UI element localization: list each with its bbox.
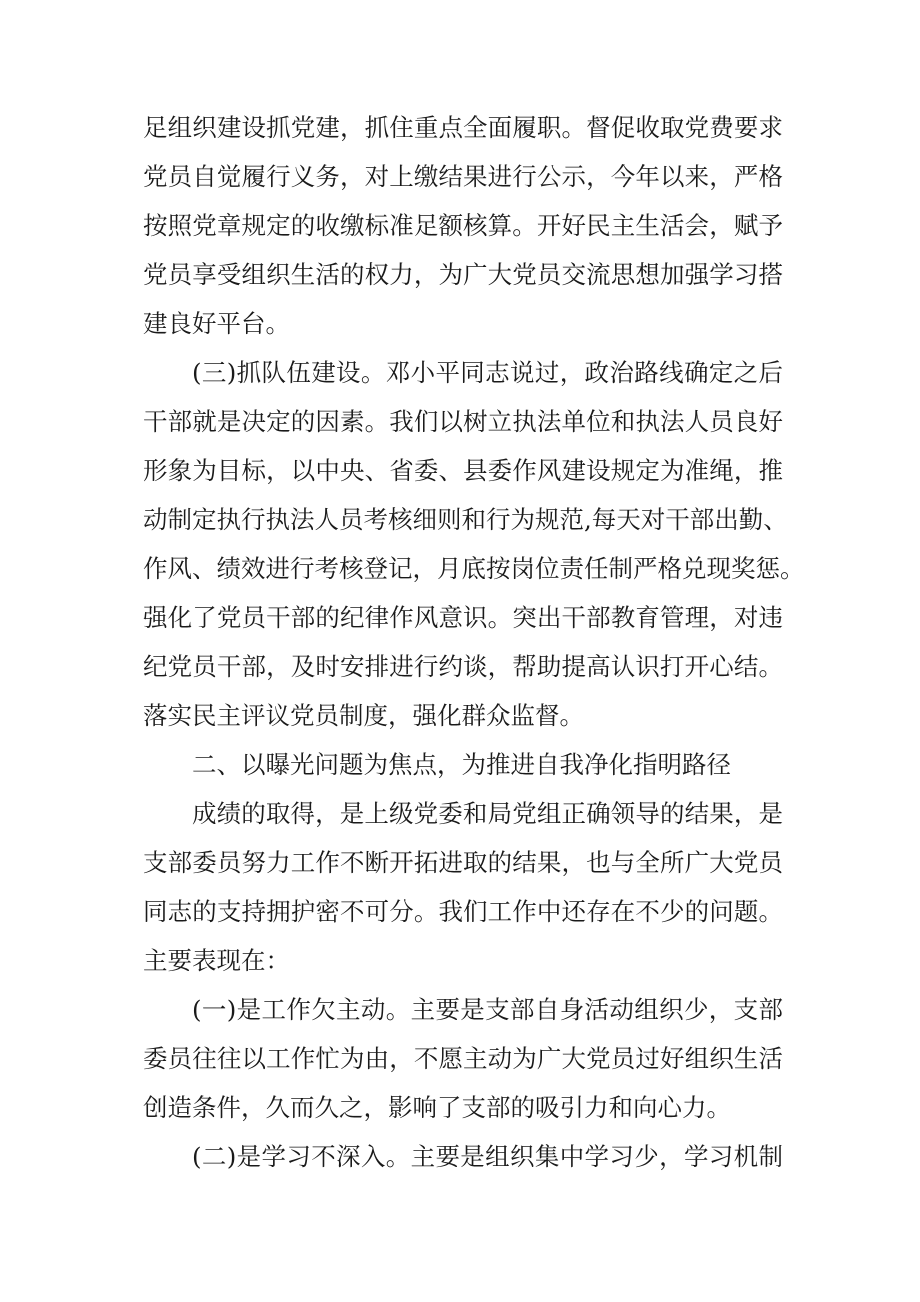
text-line: (三)抓队伍建设。邓小平同志说过，政治路线确定之后 xyxy=(192,358,783,387)
paragraph xyxy=(143,789,783,985)
text-line: 形象为目标，以中央、省委、县委作风建设规定为准绳，推 xyxy=(143,456,783,485)
paragraph xyxy=(143,1132,783,1181)
text-line: 作风、绩效进行考核登记，月底按岗位责任制严格兑现奖惩。 xyxy=(143,554,805,583)
text-line: 成绩的取得，是上级党委和局党组正确领导的结果，是 xyxy=(192,799,783,828)
section-heading xyxy=(143,740,783,789)
text-line: 党员享受组织生活的权力，为广大党员交流思想加强学习搭 xyxy=(143,260,783,289)
text-line: 支部委员努力工作不断开拓进取的结果，也与全所广大党员 xyxy=(143,848,783,877)
text-line: (二)是学习不深入。主要是组织集中学习少，学习机制 xyxy=(192,1142,783,1171)
text-line: 党员自觉履行义务，对上缴结果进行公示，今年以来，严格 xyxy=(143,162,783,191)
text-line: 主要表现在： xyxy=(143,946,290,975)
document-body xyxy=(143,103,805,1181)
paragraph xyxy=(143,985,783,1132)
text-line: 干部就是决定的因素。我们以树立执法单位和执法人员良好 xyxy=(143,407,783,436)
text-line: 按照党章规定的收缴标准足额核算。开好民主生活会，赋予 xyxy=(143,211,783,240)
paragraph xyxy=(143,348,805,740)
text-line: 落实民主评议党员制度，强化群众监督。 xyxy=(143,701,584,730)
text-line: 委员往往以工作忙为由，不愿主动为广大党员过好组织生活 xyxy=(143,1044,783,1073)
text-line: 足组织建设抓党建，抓住重点全面履职。督促收取党费要求 xyxy=(143,113,783,142)
text-line: 动制定执行执法人员考核细则和行为规范,每天对干部出勤、 xyxy=(143,505,788,534)
text-line: 二、以曝光问题为焦点，为推进自我净化指明路径 xyxy=(192,750,731,779)
paragraph xyxy=(143,103,783,348)
text-line: 建良好平台。 xyxy=(143,309,290,338)
text-line: 同志的支持拥护密不可分。我们工作中还存在不少的问题。 xyxy=(143,897,783,926)
text-line: 强化了党员干部的纪律作风意识。突出干部教育管理，对违 xyxy=(143,603,783,632)
text-line: 创造条件，久而久之，影响了支部的吸引力和向心力。 xyxy=(143,1093,731,1122)
text-line: (一)是工作欠主动。主要是支部自身活动组织少，支部 xyxy=(192,995,783,1024)
text-line: 纪党员干部，及时安排进行约谈，帮助提高认识打开心结。 xyxy=(143,652,783,681)
